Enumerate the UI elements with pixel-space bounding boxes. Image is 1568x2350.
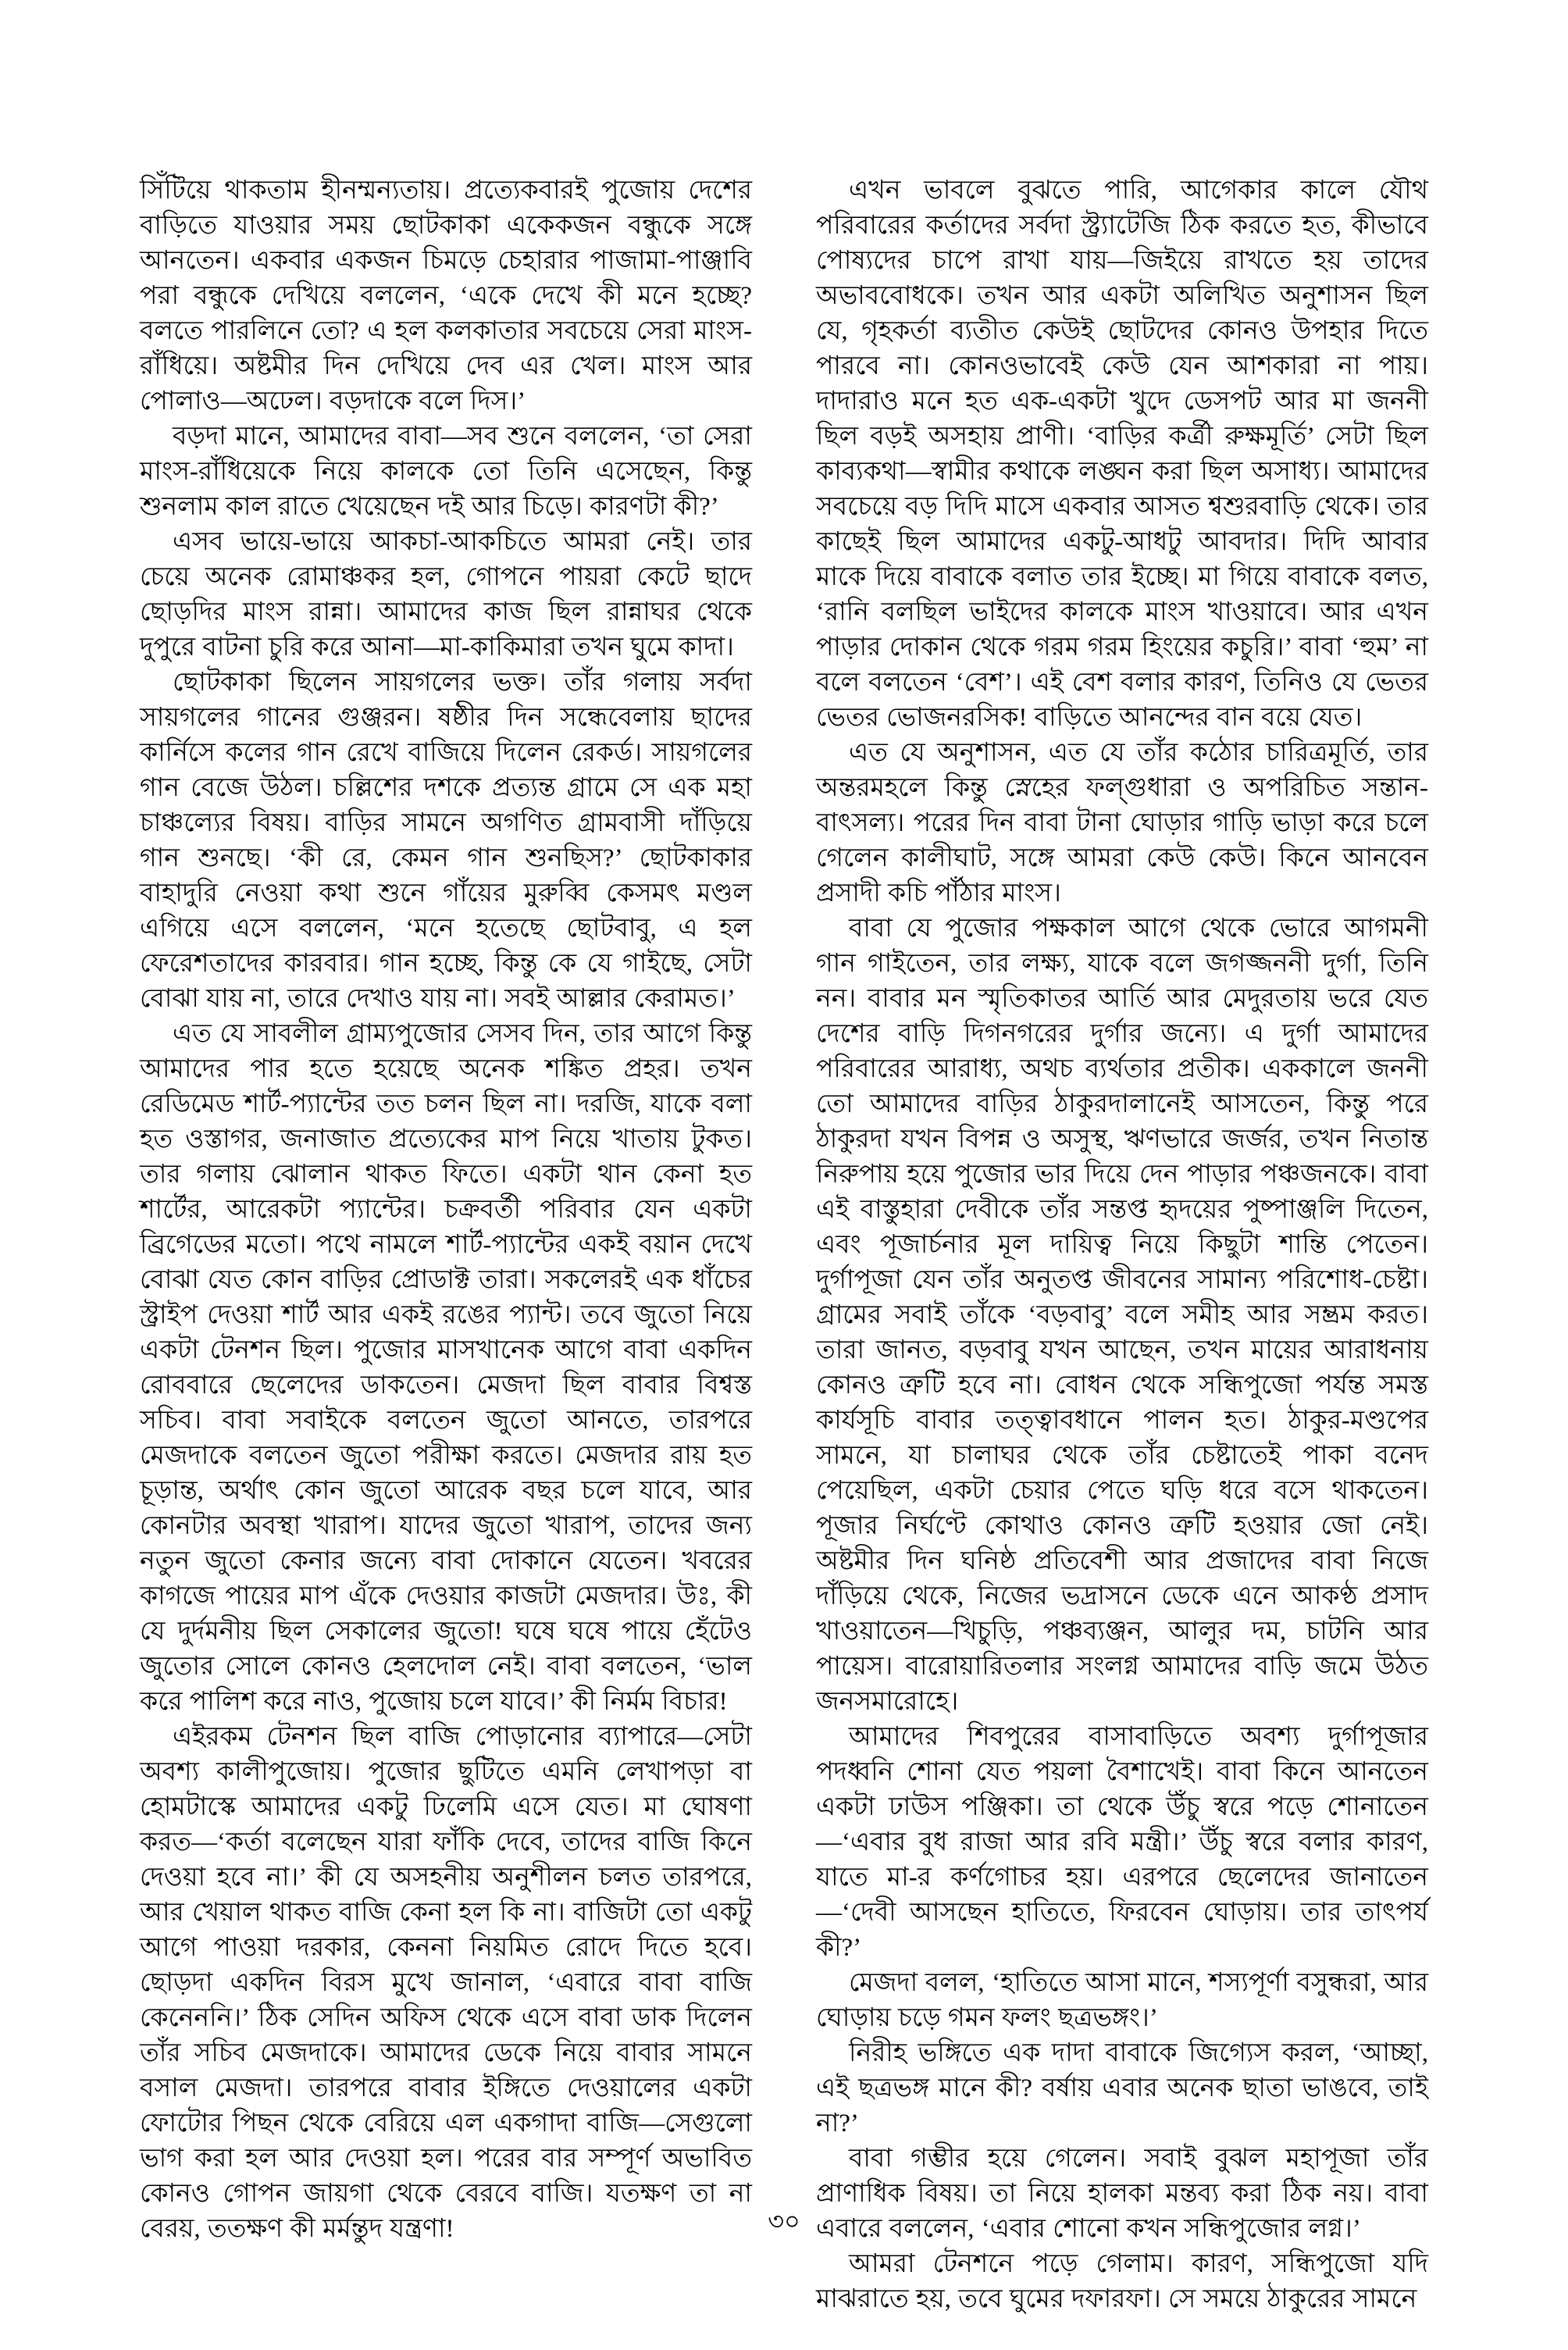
paragraph: বড়দা মানে, আমাদের বাবা—সব শুনে বললেন, ‘তা সেরা মাংস-রাঁধিয়েকে নিয়ে কালকে তো তিনি এসেছেন, কিন্তু শুনলাম কাল রাতে খেয়েছেন দই আর চিড়ে। কারণটা কী?’ xyxy=(140,423,752,521)
text-column-left xyxy=(140,173,752,2317)
paragraph: আমাদের শিবপুরের বাসাবাড়িতে অবশ্য দুর্গাপূজার পদধ্বনি শোনা যেত পয়লা বৈশাখেই। বাবা কিনে আনতেন একটা ঢাউস পঞ্জিকা। তা থেকে উঁচু স্বরে পড়ে শোনাতেন—‘এবার বুধ রাজা আর রবি মন্ত্রী।’ উঁচু স্বরে বলার কারণ, যাতে মা-র কর্ণগোচর হয়। এরপরে ছেলেদের জানাতেন—‘দেবী আসছেন হাতিতে, ফিরবেন ঘোড়ায়। তার তাৎপর্য কী?’ xyxy=(816,1723,1428,1962)
paragraph: বাবা যে পুজোর পক্ষকাল আগে থেকে ভোরে আগমনী গান গাইতেন, তার লক্ষ্য, যাকে বলে জগজ্জননী দুর্গা, তিনি নন। বাবার মন স্মৃতিকাতর আর্তি আর মেদুরতায় ভরে যেত দেশের বাড়ি দিগনগরের দুর্গার জন্যে। এ দুর্গা আমাদের পরিবারের আরাধ্য, অথচ ব্যর্থতার প্রতীক। এককালে জননী তো আমাদের বাড়ির ঠাকুরদালানেই আসতেন, কিন্তু পরে ঠাকুরদা যখন বিপন্ন ও অসুস্থ, ঋণভারে জর্জর, তখন নিতান্ত নিরুপায় হয়ে পুজোর ভার দিয়ে দেন পাড়ার পঞ্চজনকে। বাবা এই বাস্তুহারা দেবীকে তাঁর সন্তপ্ত হৃদয়ের পুষ্পাঞ্জলি দিতেন, এবং পূজার্চনার মূল দায়িত্ব নিয়ে কিছুটা শান্তি পেতেন। দুর্গাপূজা যেন তাঁর অনুতপ্ত জীবনের সামান্য পরিশোধ-চেষ্টা। গ্রামের সবাই তাঁকে ‘বড়বাবু’ বলে সমীহ আর সম্ভ্রম করত। তারা জানত, বড়বাবু যখন আছেন, তখন মায়ের আরাধনায় কোনও ত্রুটি হবে না। বোধন থেকে সন্ধিপুজো পর্যন্ত সমস্ত কার্যসূচি বাবার তত্ত্বাবধানে পালন হত। ঠাকুর-মণ্ডপের সামনে, যা চালাঘর থেকে তাঁর চেষ্টাতেই পাকা বনেদ পেয়েছিল, একটা চেয়ার পেতে ঘড়ি ধরে বসে থাকতেন। পূজার নির্ঘণ্টে কোথাও কোনও ত্রুটি হওয়ার জো নেই। অষ্টমীর দিন ঘনিষ্ঠ প্রতিবেশী আর প্রজাদের বাবা নিজে দাঁড়িয়ে থেকে, নিজের ভদ্রাসনে ডেকে এনে আকণ্ঠ প্রসাদ খাওয়াতেন—খিচুড়ি, পঞ্চব্যঞ্জন, আলুর দম, চাটনি আর পায়েস। বারোয়ারিতলার সংলগ্ন আমাদের বাড়ি জমে উঠত জনসমারোহে। xyxy=(816,915,1428,1716)
paragraph: ছোটকাকা ছিলেন সায়গলের ভক্ত। তাঁর গলায় সর্বদা সায়গলের গানের গুঞ্জরন। ষষ্ঠীর দিন সন্ধেবেলায় ছাদের কার্নিসে কলের গান রেখে বাজিয়ে দিলেন রেকর্ড। সায়গলের গান বেজে উঠল। চল্লিশের দশকে প্রত্যন্ত গ্রামে সে এক মহা চাঞ্চল্যের বিষয়। বাড়ির সামনে অগণিত গ্রামবাসী দাঁড়িয়ে গান শুনছে। ‘কী রে, কেমন গান শুনছিস?’ ছোটকাকার বাহাদুরি নেওয়া কথা শুনে গাঁয়ের মুরুব্বি কেসমৎ মণ্ডল এগিয়ে এসে বললেন, ‘মনে হতেছে ছোটবাবু, এ হল ফেরেশতাদের কারবার। গান হচ্ছে, কিন্তু কে যে গাইছে, সেটা বোঝা যায় না, তারে দেখাও যায় না। সবই আল্লার কেরামত।’ xyxy=(140,669,752,1013)
paragraph: মেজদা বলল, ‘হাতিতে আসা মানে, শস্যপূর্ণা বসুন্ধরা, আর ঘোড়ায় চড়ে গমন ফলং ছত্রভঙ্গং।’ xyxy=(816,1969,1428,2032)
paragraph: আমরা টেনশনে পড়ে গেলাম। কারণ, সন্ধিপুজো যদি মাঝরাতে হয়, তবে ঘুমের দফারফা। সে সময়ে ঠাকুরের সামনে xyxy=(816,2250,1428,2313)
paragraph: এসব ভায়ে-ভায়ে আকচা-আকচিতে আমরা নেই। তার চেয়ে অনেক রোমাঞ্চকর হল, গোপনে পায়রা কেটে ছাদে ছোড়দির মাংস রান্না। আমাদের কাজ ছিল রান্নাঘর থেকে দুপুরে বাটনা চুরি করে আনা—মা-কাকিমারা তখন ঘুমে কাদা। xyxy=(140,528,752,661)
page-number: ৩০ xyxy=(768,2207,800,2235)
paragraph: এইরকম টেনশন ছিল বাজি পোড়ানোর ব্যাপারে—সেটা অবশ্য কালীপুজোয়। পুজোর ছুটিতে এমনি লেখাপড়া বা হোমটাস্কে আমাদের একটু ঢিলেমি এসে যেত। মা ঘোষণা করত—‘কর্তা বলেছেন যারা ফাঁকি দেবে, তাদের বাজি কিনে দেওয়া হবে না।’ কী যে অসহনীয় অনুশীলন চলত তারপরে, আর খেয়াল থাকত বাজি কেনা হল কি না। বাজিটা তো একটু আগে পাওয়া দরকার, কেননা নিয়মিত রোদে দিতে হবে। ছোড়দা একদিন বিরস মুখে জানাল, ‘এবারে বাবা বাজি কেনেননি।’ ঠিক সেদিন অফিস থেকে এসে বাবা ডাক দিলেন তাঁর সচিব মেজদাকে। আমাদের ডেকে নিয়ে বাবার সামনে বসাল মেজদা। তারপরে বাবার ইঙ্গিতে দেওয়ালের একটা ফোটোর পিছন থেকে বেরিয়ে এল একগাদা বাজি—সেগুলো ভাগ করা হল আর দেওয়া হল। পরের বার সম্পূর্ণ অভাবিত কোনও গোপন জায়গা থেকে বেরবে বাজি। যতক্ষণ তা না বেরয়, ততক্ষণ কী মর্মন্তুদ যন্ত্রণা! xyxy=(140,1723,752,2243)
paragraph: সিঁটিয়ে থাকতাম হীনম্মন্যতায়। প্রত্যেকবারই পুজোয় দেশের বাড়িতে যাওয়ার সময় ছোটকাকা একেকজন বন্ধুকে সঙ্গে আনতেন। একবার একজন চিমড়ে চেহারার পাজামা-পাঞ্জাবি পরা বন্ধুকে দেখিয়ে বললেন, ‘একে দেখে কী মনে হচ্ছে? বলতে পারলিনে তো? এ হল কলকাতার সবচেয়ে সেরা মাংস-রাঁধিয়ে। অষ্টমীর দিন দেখিয়ে দেব এর খেল। মাংস আর পোলাও—অঢেল। বড়দাকে বলে দিস।’ xyxy=(140,177,752,415)
paragraph: এত যে সাবলীল গ্রাম্যপুজোর সেসব দিন, তার আগে কিন্তু আমাদের পার হতে হয়েছে অনেক শঙ্কিত প্রহর। তখন রেডিমেড শার্ট-প্যান্টের তত চলন ছিল না। দরজি, যাকে বলা হত ওস্তাগর, জনাজাত প্রত্যেকের মাপ নিয়ে খাতায় টুকত। তার গলায় ঝোলান থাকত ফিতে। একটা থান কেনা হত শার্টের, আরেকটা প্যান্টের। চক্রবর্তী পরিবার যেন একটা ব্রিগেডের মতো। পথে নামলে শার্ট-প্যান্টের একই বয়ান দেখে বোঝা যেত কোন বাড়ির প্রোডাক্ট তারা। সকলেরই এক ধাঁচের স্ট্রাইপ দেওয়া শার্ট আর একই রঙের প্যান্ট। তবে জুতো নিয়ে একটা টেনশন ছিল। পুজোর মাসখানেক আগে বাবা একদিন রোববারে ছেলেদের ডাকতেন। মেজদা ছিল বাবার বিশ্বস্ত সচিব। বাবা সবাইকে বলতেন জুতো আনতে, তারপরে মেজদাকে বলতেন জুতো পরীক্ষা করতে। মেজদার রায় হত চূড়ান্ত, অর্থাৎ কোন জুতো আরেক বছর চলে যাবে, আর কোনটার অবস্থা খারাপ। যাদের জুতো খারাপ, তাদের জন্য নতুন জুতো কেনার জন্যে বাবা দোকানে যেতেন। খবরের কাগজে পায়ের মাপ এঁকে দেওয়ার কাজটা মেজদার। উঃ, কী যে দুর্দমনীয় ছিল সেকালের জুতো! ঘষে ঘষে পায়ে হেঁটেও জুতোর সোলে কোনও হেলদোল নেই। বাবা বলতেন, ‘ভাল করে পালিশ করে নাও, পুজোয় চলে যাবে।’ কী নির্মম বিচার! xyxy=(140,1020,752,1716)
two-column-text-block xyxy=(140,173,1428,2317)
paragraph: এখন ভাবলে বুঝতে পারি, আগেকার কালে যৌথ পরিবারের কর্তাদের সর্বদা স্ট্র্যাটেজি ঠিক করতে হত, কীভাবে পোষ্যদের চাপে রাখা যায়—জিইয়ে রাখতে হয় তাদের অভাববোধকে। তখন আর একটা অলিখিত অনুশাসন ছিল যে, গৃহকর্তা ব্যতীত কেউই ছোটদের কোনও উপহার দিতে পারবে না। কোনওভাবেই কেউ যেন আশকারা না পায়। দাদারাও মনে হত এক-একটা খুদে ডেসপট আর মা জননী ছিল বড়ই অসহায় প্রাণী। ‘বাড়ির কর্ত্রী রুক্ষমূর্তি’ সেটা ছিল কাব্যকথা—স্বামীর কথাকে লঙ্ঘন করা ছিল অসাধ্য। আমাদের সবচেয়ে বড় দিদি মাসে একবার আসত শ্বশুরবাড়ি থেকে। তার কাছেই ছিল আমাদের একটু-আধটু আবদার। দিদি আবার মাকে দিয়ে বাবাকে বলাত তার ইচ্ছে। মা গিয়ে বাবাকে বলত, ‘রানি বলছিল ভাইদের কালকে মাংস খাওয়াবে। আর এখন পাড়ার দোকান থেকে গরম গরম হিংয়ের কচুরি।’ বাবা ‘হুম’ না বলে বলতেন ‘বেশ’। এই বেশ বলার কারণ, তিনিও যে ভেতর ভেতর ভোজনরসিক! বাড়িতে আনন্দের বান বয়ে যেত। xyxy=(816,177,1428,732)
paragraph: নিরীহ ভঙ্গিতে এক দাদা বাবাকে জিগ্যেস করল, ‘আচ্ছা, এই ছত্রভঙ্গ মানে কী? বর্ষায় এবার অনেক ছাতা ভাঙবে, তাই না?’ xyxy=(816,2039,1428,2138)
text-column-right xyxy=(816,173,1428,2317)
paragraph: বাবা গম্ভীর হয়ে গেলেন। সবাই বুঝল মহাপূজা তাঁর প্রাণাধিক বিষয়। তা নিয়ে হালকা মন্তব্য করা ঠিক নয়। বাবা এবারে বললেন, ‘এবার শোনো কখন সন্ধিপুজোর লগ্ন।’ xyxy=(816,2145,1428,2243)
paragraph: এত যে অনুশাসন, এত যে তাঁর কঠোর চারিত্রমূর্তি, তার অন্তরমহলে কিন্তু স্নেহের ফল্গুধারা ও অপরিচিত সন্তান-বাৎসল্য। পরের দিন বাবা টানা ঘোড়ার গাড়ি ভাড়া করে চলে গেলেন কালীঘাট, সঙ্গে আমরা কেউ কেউ। কিনে আনবেন প্রসাদী কচি পাঁঠার মাংস। xyxy=(816,739,1428,908)
